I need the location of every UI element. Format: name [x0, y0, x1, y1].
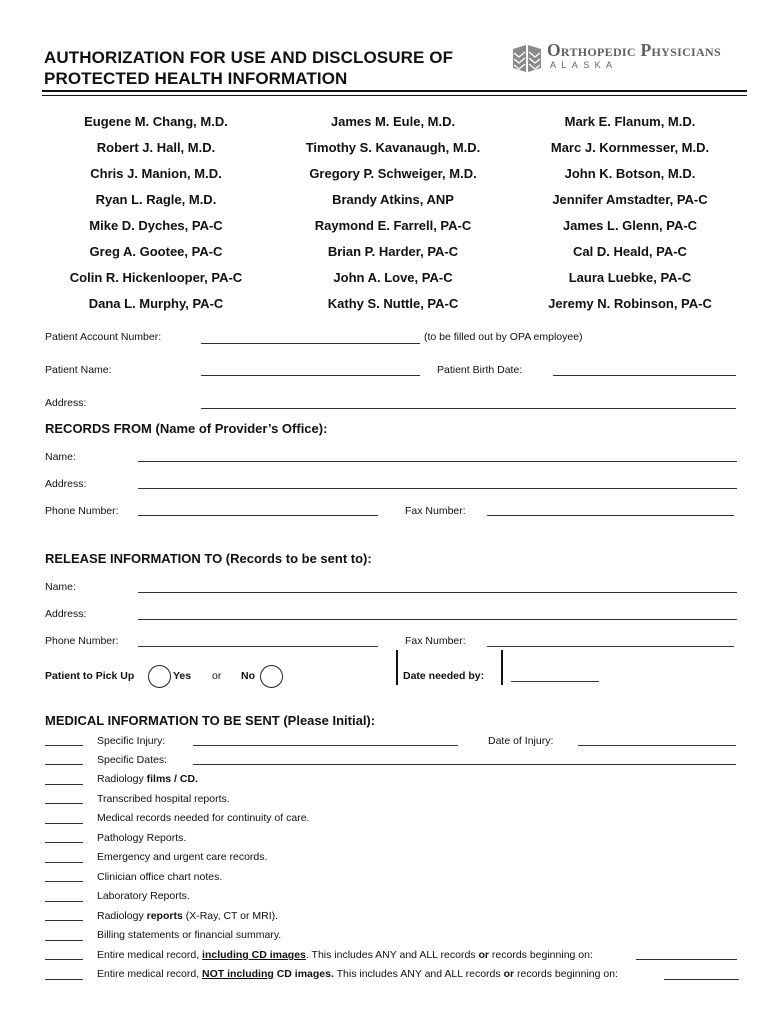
emergency-item: Emergency and urgent care records.	[97, 851, 268, 863]
initial-blank[interactable]	[45, 842, 83, 843]
initial-blank[interactable]	[45, 803, 83, 804]
provider-name: Robert J. Hall, M.D.	[96, 140, 216, 155]
pathology-item: Pathology Reports.	[97, 832, 187, 844]
date-of-injury-field[interactable]	[578, 745, 736, 746]
entire-including-item: Entire medical record, including CD images. This includes ANY and ALL records or records beginning on:	[97, 949, 593, 961]
form-title	[44, 47, 453, 89]
patient-name-field[interactable]	[201, 375, 420, 376]
logo-name: Orthopedic Physicians	[547, 40, 721, 60]
provider-name: Mike D. Dyches, PA-C	[89, 218, 223, 233]
date-needed-label: Date needed by:	[403, 670, 485, 682]
patient-account-note: (to be filled out by OPA employee)	[424, 331, 583, 343]
initial-blank[interactable]	[45, 764, 83, 765]
initial-blank[interactable]	[45, 862, 83, 863]
continuity-item: Medical records needed for continuity of care.	[97, 812, 310, 824]
provider-name: Ryan L. Ragle, M.D.	[95, 192, 217, 207]
records-from-heading: RECORDS FROM (Name of Provider’s Office):	[45, 421, 328, 436]
initial-blank[interactable]	[45, 979, 83, 980]
to-address-field[interactable]	[138, 619, 737, 620]
date-of-injury-label: Date of Injury:	[488, 735, 554, 747]
from-name-field[interactable]	[138, 461, 737, 462]
provider-name: John A. Love, PA-C	[333, 270, 453, 285]
billing-item: Billing statements or financial summary.	[97, 929, 282, 941]
to-name-label: Name:	[45, 581, 76, 593]
divider-bar	[501, 650, 503, 685]
to-name-field[interactable]	[138, 592, 737, 593]
to-fax-label: Fax Number:	[405, 635, 466, 647]
release-to-heading: RELEASE INFORMATION TO (Records to be sent to):	[45, 551, 372, 566]
initial-blank[interactable]	[45, 881, 83, 882]
pickup-label: Patient to Pick Up	[45, 670, 135, 682]
title-line-1: AUTHORIZATION FOR USE AND DISCLOSURE OF	[44, 48, 454, 67]
provider-name: Gregory P. Schweiger, M.D.	[309, 166, 477, 181]
provider-name: James M. Eule, M.D.	[330, 114, 456, 129]
specific-dates-label: Specific Dates:	[97, 754, 168, 766]
from-name-label: Name:	[45, 451, 76, 463]
header-rule	[42, 90, 747, 92]
entire-not-including-item: Entire medical record, NOT including CD images. This includes ANY and ALL records or records beginning on:	[97, 968, 618, 980]
provider-name: Brandy Atkins, ANP	[332, 192, 454, 207]
patient-account-field[interactable]	[201, 343, 420, 344]
logo-subtitle: ALASKA	[550, 60, 618, 70]
initial-blank[interactable]	[45, 901, 83, 902]
provider-name: Raymond E. Farrell, PA-C	[314, 218, 472, 233]
specific-injury-field[interactable]	[193, 745, 458, 746]
divider-bar	[396, 650, 398, 685]
date-needed-field[interactable]	[511, 681, 599, 682]
provider-name: Cal D. Heald, PA-C	[573, 244, 687, 259]
pickup-no-circle[interactable]	[260, 665, 283, 688]
initial-blank[interactable]	[45, 959, 83, 960]
provider-name: Mark E. Flanum, M.D.	[564, 114, 696, 129]
entire-including-date-field[interactable]	[636, 959, 737, 960]
initial-blank[interactable]	[45, 784, 83, 785]
provider-name: Marc J. Kornmesser, M.D.	[550, 140, 710, 155]
provider-name: John K. Botson, M.D.	[564, 166, 696, 181]
from-phone-label: Phone Number:	[45, 505, 119, 517]
radiology-reports-item: Radiology reports (X-Ray, CT or MRI).	[97, 910, 279, 922]
pickup-or-label: or	[212, 670, 222, 682]
patient-birth-label: Patient Birth Date:	[437, 364, 523, 376]
to-phone-label: Phone Number:	[45, 635, 119, 647]
provider-name: James L. Glenn, PA-C	[562, 218, 698, 233]
patient-address-field[interactable]	[201, 408, 736, 409]
provider-name: Timothy S. Kavanaugh, M.D.	[305, 140, 481, 155]
from-address-label: Address:	[45, 478, 87, 490]
title-line-2: PROTECTED HEALTH INFORMATION	[44, 69, 348, 88]
provider-name: Kathy S. Nuttle, PA-C	[327, 296, 459, 311]
provider-name: Colin R. Hickenlooper, PA-C	[69, 270, 243, 285]
from-fax-field[interactable]	[487, 515, 734, 516]
radiology-films-item: Radiology films / CD.	[97, 773, 198, 785]
provider-name: Eugene M. Chang, M.D.	[84, 114, 228, 129]
specific-dates-field[interactable]	[193, 764, 736, 765]
specific-injury-label: Specific Injury:	[97, 735, 166, 747]
transcribed-item: Transcribed hospital reports.	[97, 793, 230, 805]
initial-blank[interactable]	[45, 920, 83, 921]
from-phone-field[interactable]	[138, 515, 378, 516]
provider-name: Chris J. Manion, M.D.	[90, 166, 222, 181]
provider-name: Laura Luebke, PA-C	[568, 270, 692, 285]
header-rule-thin	[42, 95, 747, 96]
from-address-field[interactable]	[138, 488, 737, 489]
pickup-yes-label: Yes	[173, 670, 192, 682]
patient-birth-field[interactable]	[553, 375, 736, 376]
patient-name-label: Patient Name:	[45, 364, 112, 376]
entire-not-including-date-field[interactable]	[664, 979, 739, 980]
provider-name: Jennifer Amstadter, PA-C	[552, 192, 708, 207]
from-fax-label: Fax Number:	[405, 505, 466, 517]
provider-name: Dana L. Murphy, PA-C	[88, 296, 224, 311]
to-address-label: Address:	[45, 608, 87, 620]
to-fax-field[interactable]	[487, 646, 734, 647]
patient-address-label: Address:	[45, 397, 87, 409]
pickup-yes-circle[interactable]	[148, 665, 171, 688]
patient-account-label: Patient Account Number:	[45, 331, 162, 343]
provider-name: Brian P. Harder, PA-C	[327, 244, 459, 259]
initial-blank[interactable]	[45, 940, 83, 941]
initial-blank[interactable]	[45, 745, 83, 746]
clinician-item: Clinician office chart notes.	[97, 871, 223, 883]
provider-name: Greg A. Gootee, PA-C	[89, 244, 223, 259]
to-phone-field[interactable]	[138, 646, 378, 647]
provider-name: Jeremy N. Robinson, PA-C	[548, 296, 712, 311]
pickup-no-label: No	[241, 670, 255, 682]
laboratory-item: Laboratory Reports.	[97, 890, 190, 902]
logo-mark-icon	[512, 43, 542, 73]
medical-heading: MEDICAL INFORMATION TO BE SENT (Please Initial):	[45, 713, 376, 728]
initial-blank[interactable]	[45, 823, 83, 824]
